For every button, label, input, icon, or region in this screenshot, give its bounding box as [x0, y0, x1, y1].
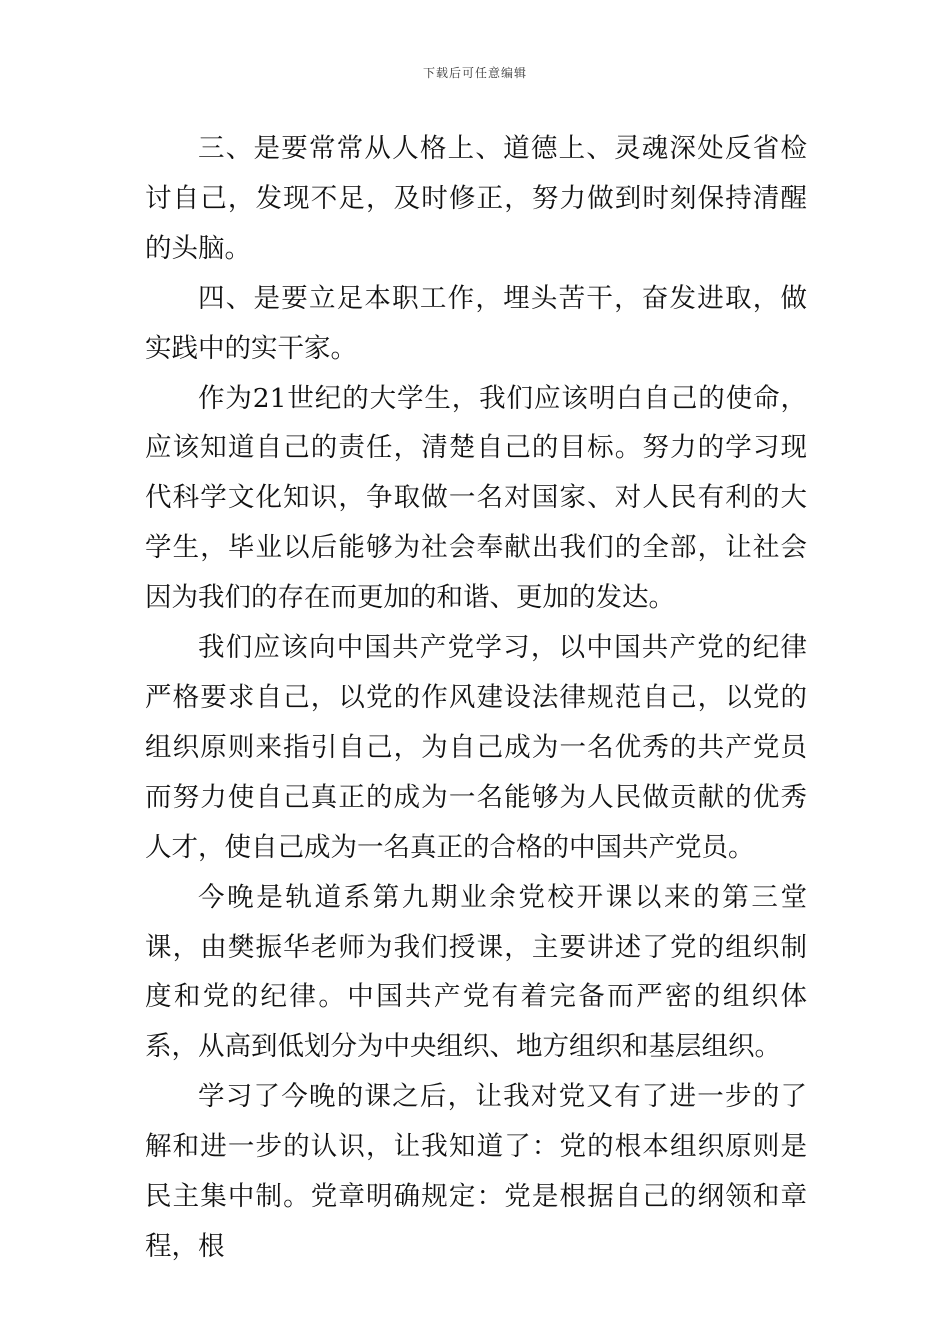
document-body — [145, 124, 807, 1272]
paragraph-2: 四、是要立足本职工作，埋头苦干，奋发进取，做实践中的实干家。 — [145, 282, 807, 364]
paragraph-1: 三、是要常常从人格上、道德上、灵魂深处反省检讨自己，发现不足，及时修正，努力做到时刻保持清醒的头脑。 — [145, 133, 807, 264]
paragraph-4: 我们应该向中国共产党学习，以中国共产党的纪律严格要求自己，以党的作风建设法律规范自己，以党的组织原则来指引自己，为自己成为一名优秀的共产党员而努力使自己真正的成为一名能够为人民做贡献的优秀人才，使自己成为一名真正的合格的中国共产党员。 — [145, 632, 807, 863]
paragraph-3: 作为21世纪的大学生，我们应该明白自己的使命，应该知道自己的责任，清楚自己的目标。努力的学习现代科学文化知识，争取做一名对国家、对人民有利的大学生，毕业以后能够为社会奉献出我们的全部，让社会因为我们的存在而更加的和谐、更加的发达。 — [145, 382, 807, 614]
paragraph-6: 学习了今晚的课之后，让我对党又有了进一步的了解和进一步的认识，让我知道了：党的根本组织原则是民主集中制。党章明确规定：党是根据自己的纲领和章程，根 — [145, 1081, 807, 1262]
paragraph-5: 今晚是轨道系第九期业余党校开课以来的第三堂课，由樊振华老师为我们授课，主要讲述了党的组织制度和党的纪律。中国共产党有着完备而严密的组织体系，从高到低划分为中央组织、地方组织和基层组织。 — [145, 881, 807, 1063]
header-note: 下载后可任意编辑 — [422, 66, 527, 80]
